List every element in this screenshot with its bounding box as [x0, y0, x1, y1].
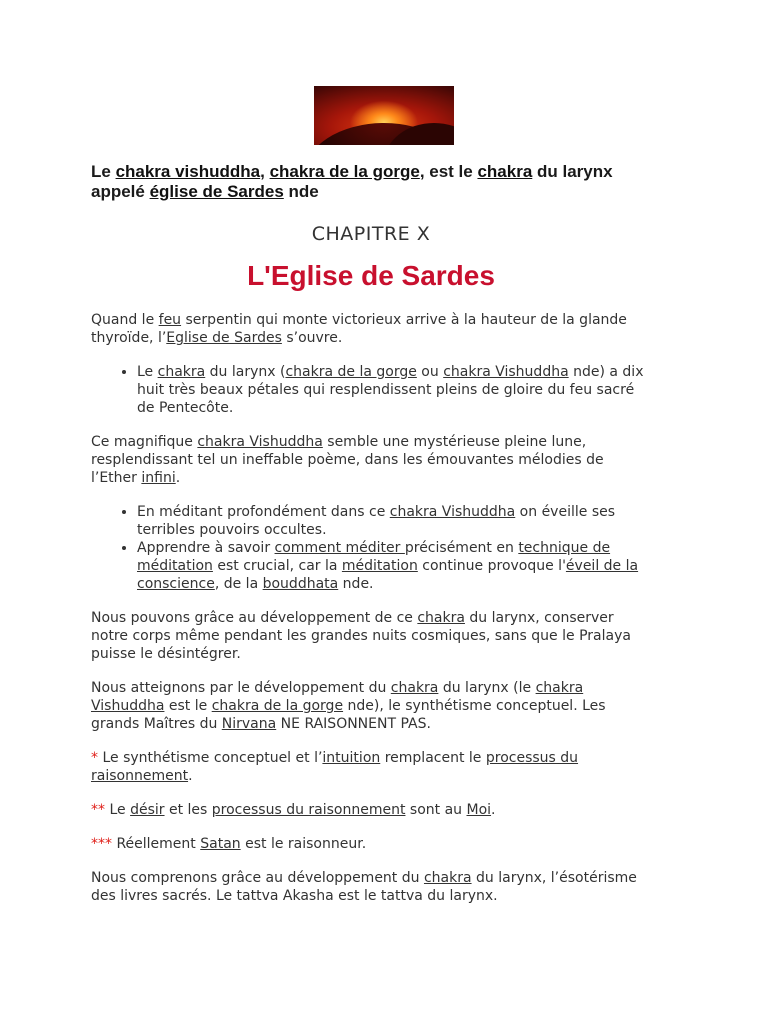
paragraph — [91, 869, 651, 905]
intro-text: , — [260, 162, 270, 181]
chapter-label: CHAPITRE X — [311, 223, 431, 245]
list-item — [137, 363, 651, 417]
link-comment-mediter[interactable]: comment méditer — [274, 540, 405, 556]
text: précisément en — [404, 540, 519, 556]
link-moi[interactable]: Moi — [466, 802, 492, 818]
intro-text: du larynx appelé — [91, 162, 613, 201]
link-chakra[interactable]: chakra — [477, 162, 533, 181]
text: Le synthétisme conceptuel et l’ — [98, 750, 323, 766]
text: Ce magnifique — [91, 434, 198, 450]
text: nde), le synthétisme conceptuel. Les grands Maîtres du — [91, 698, 606, 732]
text: remplacent le — [380, 750, 486, 766]
text: est le raisonneur. — [240, 836, 367, 852]
list-item — [137, 503, 651, 539]
text: nde) a dix huit très beaux pétales qui resplendissent pleins de gloire du feu sacré de Pentecôte. — [137, 364, 644, 416]
paragraph — [91, 835, 651, 853]
text: ou — [416, 364, 444, 380]
link-nirvana[interactable]: Nirvana — [221, 716, 277, 732]
text: Réellement — [112, 836, 201, 852]
text: du larynx (le — [438, 680, 536, 696]
text: sont au — [405, 802, 467, 818]
document-body — [91, 86, 651, 921]
link-technique-de-meditation[interactable]: technique de méditation — [137, 540, 611, 574]
text: . — [188, 768, 193, 784]
intro-text: nde — [283, 182, 319, 201]
intro-text: Le — [91, 162, 116, 181]
link-bouddhata[interactable]: bouddhata — [262, 576, 339, 592]
link-feu[interactable]: feu — [158, 312, 182, 328]
paragraph — [91, 609, 651, 663]
sunset-image — [314, 86, 454, 145]
link-chakra-de-la-gorge[interactable]: chakra de la gorge — [269, 162, 420, 181]
asterisk-marker: ** — [91, 802, 105, 818]
text: du larynx, l’ésotérisme des livres sacrés. Le tattva Akasha est le tattva du larynx. — [91, 870, 637, 904]
text: . — [175, 470, 181, 486]
text: Apprendre à savoir — [137, 540, 275, 556]
paragraph — [91, 679, 651, 733]
paragraph — [91, 749, 651, 785]
text: est crucial, car la — [212, 558, 342, 574]
text: et les — [164, 802, 212, 818]
asterisk-marker: *** — [91, 836, 112, 852]
link-chakra[interactable]: chakra — [390, 680, 439, 696]
paragraph — [91, 311, 651, 347]
text: NE RAISONNENT PAS. — [276, 716, 431, 732]
text: Nous comprenons grâce au développement du — [91, 870, 424, 886]
link-meditation[interactable]: méditation — [341, 558, 418, 574]
link-processus-du-raisonnement[interactable]: processus du raisonnement — [91, 750, 579, 784]
text: Le — [137, 364, 158, 380]
intro-text: , est le — [419, 162, 478, 181]
link-chakra-vishuddha[interactable]: chakra Vishuddha — [91, 680, 584, 714]
link-chakra[interactable]: chakra — [417, 610, 465, 626]
link-chakra-vishuddha[interactable]: chakra Vishuddha — [197, 434, 323, 450]
text: est le — [164, 698, 212, 714]
link-chakra-vishuddha[interactable]: chakra Vishuddha — [389, 504, 516, 520]
link-chakra[interactable]: chakra — [157, 364, 206, 380]
text: Nous atteignons par le développement du — [91, 680, 391, 696]
intro-heading — [91, 162, 651, 202]
link-eglise-de-sardes[interactable]: église de Sardes — [149, 182, 284, 201]
text: , de la — [214, 576, 263, 592]
bullet-list — [91, 503, 651, 593]
link-intuition[interactable]: intuition — [322, 750, 381, 766]
paragraph — [91, 801, 651, 819]
asterisk-marker: * — [91, 750, 98, 766]
text: semble une mystérieuse pleine lune, resplendissant tel un ineffable poème, dans les émouvantes mélodies de l’Ether — [91, 434, 604, 486]
text: s’ouvre. — [281, 330, 343, 346]
link-eveil-de-la-conscience[interactable]: éveil de la conscience — [137, 558, 639, 592]
link-satan[interactable]: Satan — [200, 836, 241, 852]
text: Nous pouvons grâce au développement de ce — [91, 610, 418, 626]
link-chakra-de-la-gorge[interactable]: chakra de la gorge — [211, 698, 344, 714]
text: continue provoque l' — [417, 558, 566, 574]
paragraph — [91, 433, 651, 487]
link-eglise-de-sardes[interactable]: Eglise de Sardes — [166, 330, 282, 346]
link-chakra-vishuddha[interactable]: chakra vishuddha — [115, 162, 261, 181]
text: nde. — [338, 576, 374, 592]
bullet-list — [91, 363, 651, 417]
link-chakra-de-la-gorge[interactable]: chakra de la gorge — [285, 364, 417, 380]
text: Quand le — [91, 312, 159, 328]
list-item — [137, 539, 651, 593]
text: on éveille ses terribles pouvoirs occultes. — [137, 504, 616, 538]
text: Le — [105, 802, 131, 818]
page-title: L'Eglise de Sardes — [247, 260, 495, 291]
link-infini[interactable]: infini — [141, 470, 176, 486]
link-desir[interactable]: désir — [130, 802, 165, 818]
link-chakra[interactable]: chakra — [423, 870, 472, 886]
text: du larynx ( — [205, 364, 286, 380]
text: serpentin qui monte victorieux arrive à la hauteur de la glande thyroïde, l’ — [91, 312, 627, 346]
link-processus-du-raisonnement[interactable]: processus du raisonnement — [211, 802, 406, 818]
text: En méditant profondément dans ce — [137, 504, 390, 520]
link-chakra-vishuddha[interactable]: chakra Vishuddha — [443, 364, 569, 380]
text: . — [491, 802, 496, 818]
text: du larynx, conserver notre corps même pendant les grandes nuits cosmiques, sans que le Pralaya puisse le désintégrer. — [91, 610, 631, 662]
